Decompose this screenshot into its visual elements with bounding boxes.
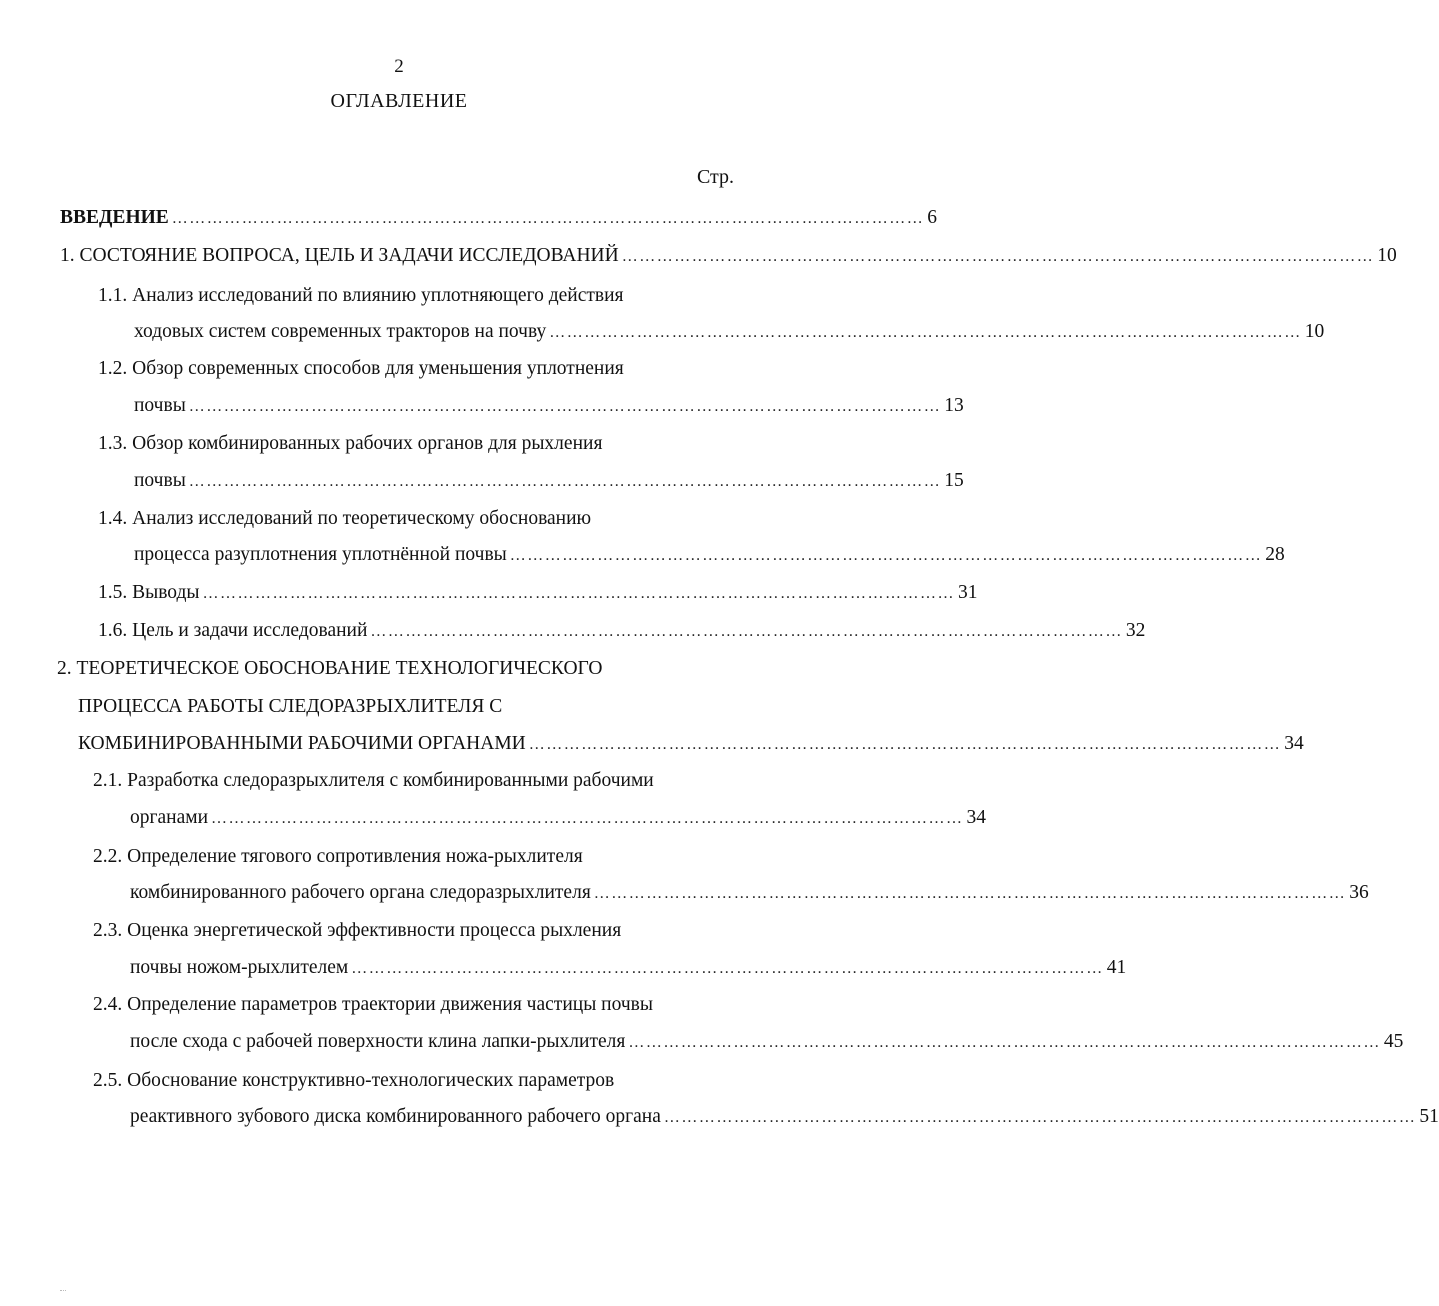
- toc-entry-1-5[interactable]: [98, 579, 978, 607]
- toc-entry-title: 1. СОСТОЯНИЕ ВОПРОСА, ЦЕЛЬ И ЗАДАЧИ ИССЛЕДОВАНИЙ: [60, 245, 619, 266]
- toc-entry-page: 15: [944, 470, 964, 491]
- toc-entry-page: 41: [1106, 957, 1127, 978]
- toc-entry-1-1-line1[interactable]: 1.1. Анализ исследований по влиянию уплотняющего действия: [98, 285, 624, 306]
- toc-entry-page: 36: [1349, 882, 1369, 903]
- toc-entry-page: 34: [1284, 733, 1304, 754]
- toc-entry-title: почвы ножом-рыхлителем: [130, 957, 349, 978]
- dot-leader: …………………………………………………………………………………………………………………: [211, 810, 964, 827]
- toc-entry-2-4-line1[interactable]: 2.4. Определение параметров траектории движения частицы почвы: [93, 994, 653, 1015]
- toc-entry-title: ВВЕДЕНИЕ: [60, 207, 169, 228]
- toc-entry-title: ходовых систем современных тракторов на почву: [134, 321, 547, 342]
- toc-entry-title: комбинированного рабочего органа следоразрыхлителя: [130, 882, 591, 903]
- toc-entry-2-1-line1[interactable]: 2.1. Разработка следоразрыхлителя с комбинированными рабочими: [93, 770, 654, 791]
- toc-entry-title: 1.5. Выводы: [98, 582, 200, 603]
- dot-leader: …………………………………………………………………………………………………………………: [621, 248, 1375, 265]
- toc-entry-page: 45: [1383, 1031, 1404, 1052]
- toc-entry-page: 13: [944, 395, 964, 416]
- toc-entry-page: 28: [1265, 544, 1285, 565]
- toc-entry-page: 31: [958, 582, 978, 603]
- toc-entry-2-5[interactable]: [130, 1103, 1439, 1131]
- page-column-header: Стр.: [696, 166, 734, 188]
- toc-entry-1-3-line1[interactable]: 1.3. Обзор комбинированных рабочих органов для рыхления: [98, 433, 603, 454]
- toc-entry-2-2-line1[interactable]: 2.2. Определение тягового сопротивления ножа-рыхлителя: [93, 846, 583, 867]
- dot-leader: …………………………………………………………………………………………………………………: [188, 473, 942, 490]
- toc-entry-2-3-line1[interactable]: 2.3. Оценка энергетической эффективности процесса рыхления: [93, 920, 622, 941]
- dot-leader: …………………………………………………………………………………………………………………: [370, 623, 1123, 640]
- toc-entry-chapter-1[interactable]: [60, 242, 1397, 270]
- toc-entry-title: процесса разуплотнения уплотнённой почвы: [134, 544, 507, 565]
- toc-entry-title: 1.6. Цель и задачи исследований: [98, 620, 368, 641]
- toc-entry-1-6[interactable]: [98, 617, 1146, 645]
- toc-entry-page: 32: [1125, 620, 1146, 641]
- toc-entry-page: 10: [1377, 245, 1397, 266]
- dot-leader: …………………………………………………………………………………………………………………: [202, 585, 956, 602]
- toc-entry-2-4[interactable]: [130, 1028, 1404, 1056]
- toc-entry-1-4-line1[interactable]: 1.4. Анализ исследований по теоретическому обоснованию: [98, 508, 592, 529]
- dot-leader: …………………………………………………………………………………………………………………: [549, 324, 1302, 341]
- toc-entry-title: КОМБИНИРОВАННЫМИ РАБОЧИМИ ОРГАНАМИ: [78, 733, 526, 754]
- toc-entry-page: 6: [927, 207, 938, 228]
- toc-entry-1-3[interactable]: [134, 467, 964, 495]
- toc-entry-chapter-2-line2[interactable]: ПРОЦЕССА РАБОТЫ СЛЕДОРАЗРЫХЛИТЕЛЯ С: [78, 696, 503, 717]
- toc-entry-1-1[interactable]: [134, 318, 1325, 346]
- toc-entry-page: 51: [1419, 1106, 1439, 1127]
- toc-entry-title: органами: [130, 807, 209, 828]
- dot-leader: …………………………………………………………………………………………………………………: [509, 547, 1263, 564]
- dot-leader: …………………………………………………………………………………………………………………: [351, 960, 1104, 977]
- dot-leader: …………………………………………………………………………………………………………………: [188, 398, 942, 415]
- dot-leader: …………………………………………………………………………………………………………………: [171, 210, 925, 227]
- scan-speck: [60, 1290, 66, 1293]
- toc-entry-2-1[interactable]: [130, 804, 987, 832]
- toc-entry-title: после схода с рабочей поверхности клина лапки-рыхлителя: [130, 1031, 626, 1052]
- toc-entry-title: почвы: [134, 395, 186, 416]
- toc-entry-1-2[interactable]: [134, 392, 964, 420]
- page-number: 2: [394, 56, 404, 77]
- toc-entry-1-4[interactable]: [134, 541, 1285, 569]
- toc-entry-title: почвы: [134, 470, 186, 491]
- toc-entry-2-5-line1[interactable]: 2.5. Обоснование конструктивно-технологических параметров: [93, 1070, 615, 1091]
- page-title: ОГЛАВЛЕНИЕ: [330, 90, 468, 112]
- dot-leader: …………………………………………………………………………………………………………………: [528, 736, 1282, 753]
- toc-entry-introduction[interactable]: [60, 204, 938, 232]
- toc-entry-2-2[interactable]: [130, 879, 1369, 907]
- toc-entry-chapter-2[interactable]: [78, 730, 1304, 758]
- toc-entry-1-2-line1[interactable]: 1.2. Обзор современных способов для уменьшения уплотнения: [98, 358, 624, 379]
- dot-leader: …………………………………………………………………………………………………………………: [593, 885, 1347, 902]
- dot-leader: …………………………………………………………………………………………………………………: [663, 1109, 1417, 1126]
- toc-entry-chapter-2-line1[interactable]: 2. ТЕОРЕТИЧЕСКОЕ ОБОСНОВАНИЕ ТЕХНОЛОГИЧЕСКОГО: [57, 658, 603, 679]
- dot-leader: …………………………………………………………………………………………………………………: [628, 1034, 1381, 1051]
- toc-entry-page: 34: [966, 807, 987, 828]
- toc-entry-title: реактивного зубового диска комбинированного рабочего органа: [130, 1106, 661, 1127]
- toc-entry-page: 10: [1304, 321, 1325, 342]
- toc-entry-2-3[interactable]: [130, 954, 1127, 982]
